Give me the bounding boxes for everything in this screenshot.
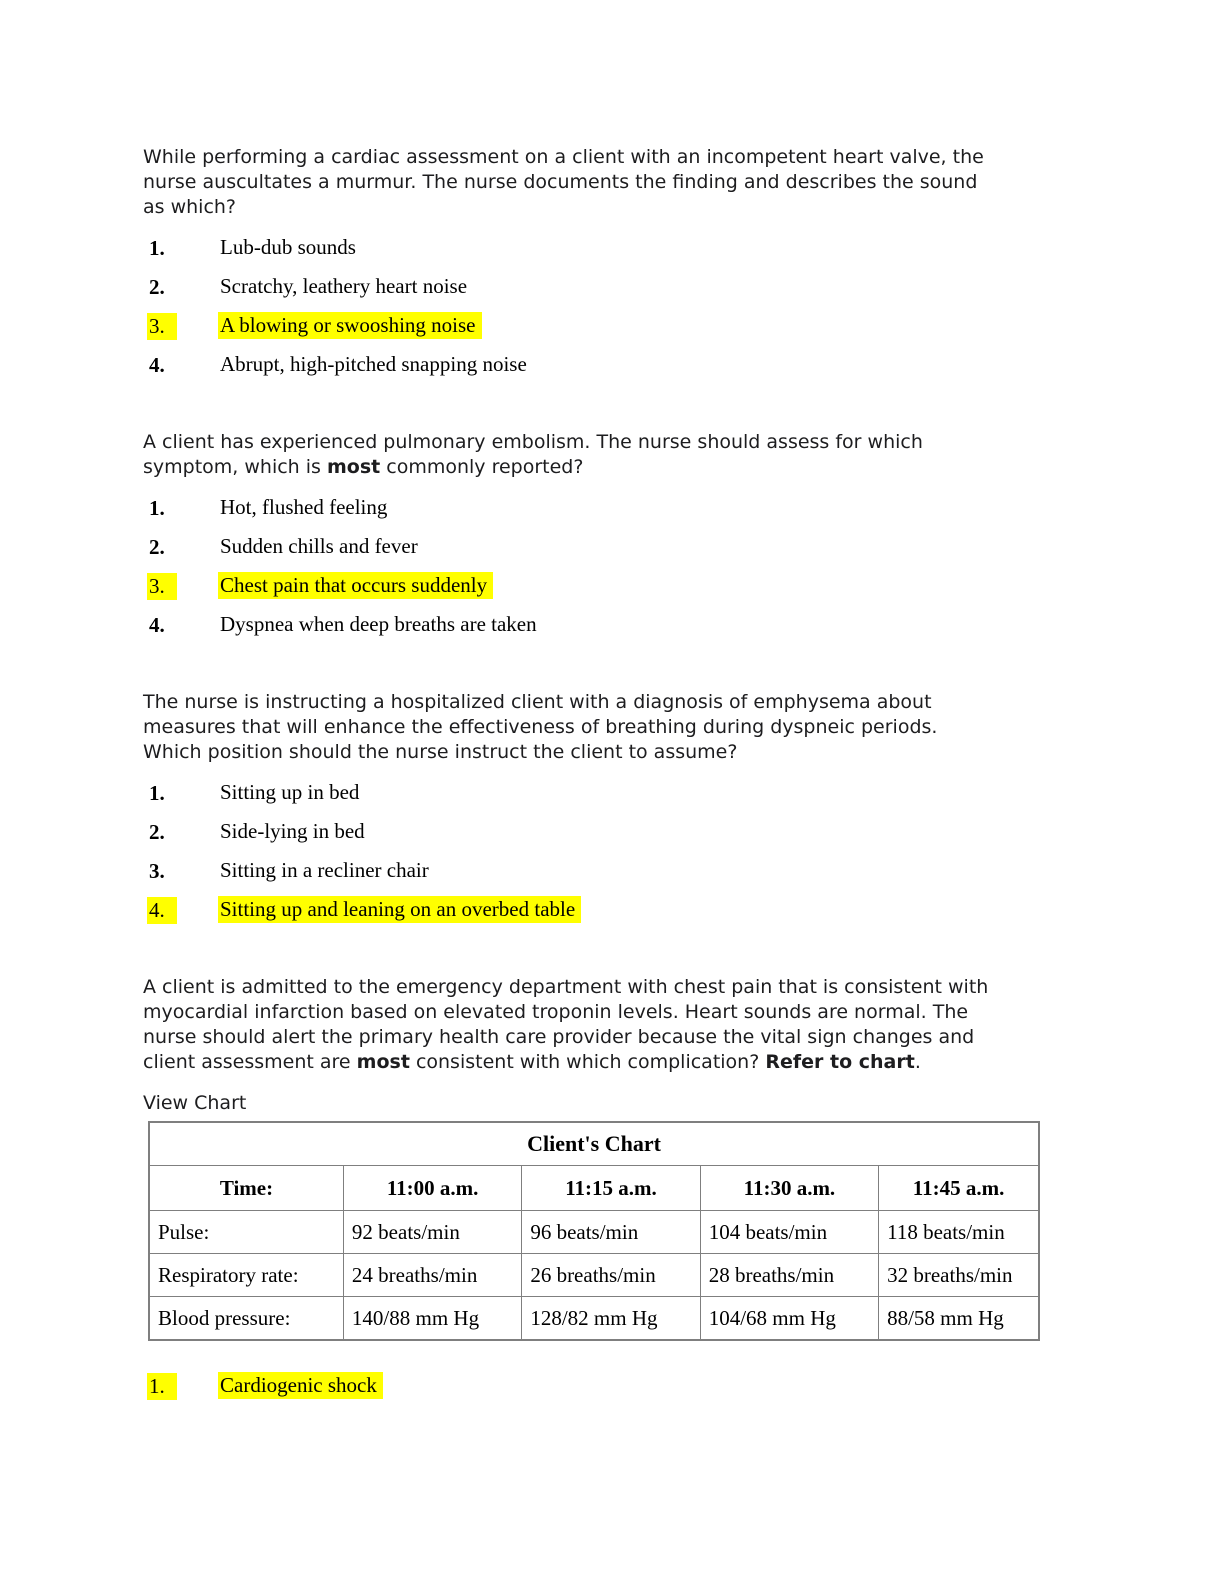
- option-label: Side-lying in bed: [220, 819, 365, 843]
- prompt-segment: measures that will enhance the effectiveness of breathing during dyspneic periods.: [143, 716, 938, 738]
- option-number: 2.: [149, 820, 165, 844]
- prompt-line: [143, 195, 1083, 220]
- final-answer-option[interactable]: [143, 1373, 1083, 1397]
- option-number: 4.: [147, 897, 177, 924]
- chart-title-row: [149, 1122, 1039, 1166]
- option-label: Sitting up in bed: [220, 780, 360, 804]
- chart-value-cell: 26 breaths/min: [522, 1254, 700, 1297]
- option-label: Lub-dub sounds: [220, 235, 356, 259]
- prompt-line: [143, 170, 1083, 195]
- option-number: 1.: [149, 781, 165, 805]
- prompt-segment: myocardial infarction based on elevated troponin levels. Heart sounds are normal. The: [143, 1001, 969, 1023]
- answer-option[interactable]: [143, 780, 1083, 804]
- chart-row: [149, 1297, 1039, 1341]
- question-block: [143, 690, 1083, 921]
- option-number: 3.: [149, 859, 165, 883]
- options-list: [143, 495, 1083, 636]
- chart-value-cell: 128/82 mm Hg: [522, 1297, 700, 1341]
- option-label: Sitting in a recliner chair: [220, 858, 429, 882]
- option-label: Sitting up and leaning on an overbed table: [218, 896, 581, 923]
- chart-value-cell: 92 beats/min: [343, 1211, 521, 1254]
- answer-option[interactable]: [143, 274, 1083, 298]
- prompt-segment: symptom, which is: [143, 456, 327, 478]
- prompt-line: [143, 1000, 1083, 1025]
- option-number: 3.: [147, 573, 177, 600]
- prompt-line: [143, 455, 1083, 480]
- prompt-segment: nurse should alert the primary health care provider because the vital sign changes and: [143, 1026, 975, 1048]
- question-block: [143, 975, 1083, 1075]
- prompt-line: [143, 145, 1083, 170]
- chart-header-row: [149, 1166, 1039, 1211]
- option-number: 4.: [149, 353, 165, 377]
- chart-row-label: Respiratory rate:: [149, 1254, 343, 1297]
- chart-value-cell: 96 beats/min: [522, 1211, 700, 1254]
- prompt-segment: .: [914, 1051, 921, 1073]
- prompt-segment: While performing a cardiac assessment on a client with an incompetent heart valve, the: [143, 146, 984, 168]
- prompt-line: [143, 1025, 1083, 1050]
- answer-option[interactable]: [143, 495, 1083, 519]
- chart-title: Client's Chart: [149, 1122, 1039, 1166]
- quiz-page: [143, 145, 1083, 1397]
- chart-body: [149, 1211, 1039, 1341]
- options-list: [143, 235, 1083, 376]
- prompt-segment: client assessment are: [143, 1051, 357, 1073]
- chart-header-cell: 11:15 a.m.: [522, 1166, 700, 1211]
- question-block: [143, 430, 1083, 636]
- option-number: 1.: [149, 236, 165, 260]
- question-block: [143, 145, 1083, 376]
- option-label: Hot, flushed feeling: [220, 495, 388, 519]
- answer-option[interactable]: [143, 819, 1083, 843]
- prompt-segment: most: [356, 1051, 410, 1073]
- option-number: 2.: [149, 275, 165, 299]
- clients-chart-table: [148, 1121, 1040, 1341]
- prompt-segment: The nurse is instructing a hospitalized client with a diagnosis of emphysema about: [143, 691, 932, 713]
- chart-header-cell: 11:00 a.m.: [343, 1166, 521, 1211]
- answer-option[interactable]: [143, 858, 1083, 882]
- prompt-segment: nurse auscultates a murmur. The nurse documents the finding and describes the sound: [143, 171, 978, 193]
- answer-option[interactable]: [143, 612, 1083, 636]
- view-chart-link[interactable]: View Chart: [143, 1092, 247, 1114]
- option-label: Abrupt, high-pitched snapping noise: [220, 352, 527, 376]
- question-prompt: [143, 690, 1083, 765]
- prompt-segment: Refer to chart: [765, 1051, 915, 1073]
- question-prompt: [143, 975, 1083, 1075]
- option-number: 1.: [147, 1373, 177, 1400]
- option-label: Dyspnea when deep breaths are taken: [220, 612, 537, 636]
- chart-header-cell: Time:: [149, 1166, 343, 1211]
- chart-value-cell: 24 breaths/min: [343, 1254, 521, 1297]
- option-number: 4.: [149, 613, 165, 637]
- option-number: 2.: [149, 535, 165, 559]
- answer-option[interactable]: [143, 352, 1083, 376]
- prompt-line: [143, 975, 1083, 1000]
- question-prompt: [143, 145, 1083, 220]
- option-label: Cardiogenic shock: [218, 1372, 383, 1399]
- question-prompt: [143, 430, 1083, 480]
- answer-option[interactable]: [143, 573, 1083, 597]
- option-number: 1.: [149, 496, 165, 520]
- prompt-segment: commonly reported?: [380, 456, 584, 478]
- option-label: A blowing or swooshing noise: [218, 312, 482, 339]
- prompt-line: [143, 690, 1083, 715]
- prompt-segment: as which?: [143, 196, 237, 218]
- questions: [143, 145, 1083, 1075]
- option-label: Chest pain that occurs suddenly: [218, 572, 493, 599]
- chart-row: [149, 1211, 1039, 1254]
- prompt-segment: most: [326, 456, 381, 478]
- answer-option[interactable]: [143, 897, 1083, 921]
- prompt-line: [143, 430, 1083, 455]
- prompt-line: [143, 1050, 1083, 1075]
- option-label: Sudden chills and fever: [220, 534, 418, 558]
- options-list: [143, 780, 1083, 921]
- chart-value-cell: 104 beats/min: [700, 1211, 878, 1254]
- prompt-segment: consistent with which complication?: [409, 1051, 766, 1073]
- answer-option[interactable]: [143, 235, 1083, 259]
- chart-value-cell: 140/88 mm Hg: [343, 1297, 521, 1341]
- chart-value-cell: 32 breaths/min: [879, 1254, 1039, 1297]
- answer-option[interactable]: [143, 534, 1083, 558]
- prompt-segment: A client is admitted to the emergency department with chest pain that is consistent with: [143, 976, 989, 998]
- chart-header-cell: 11:30 a.m.: [700, 1166, 878, 1211]
- prompt-segment: Which position should the nurse instruct the client to assume?: [143, 741, 738, 763]
- prompt-line: [143, 740, 1083, 765]
- chart-header-cell: 11:45 a.m.: [879, 1166, 1039, 1211]
- chart-value-cell: 118 beats/min: [879, 1211, 1039, 1254]
- option-label: Scratchy, leathery heart noise: [220, 274, 468, 298]
- option-number: 3.: [147, 313, 177, 340]
- chart-value-cell: 104/68 mm Hg: [700, 1297, 878, 1341]
- chart-row-label: Blood pressure:: [149, 1297, 343, 1341]
- chart-value-cell: 88/58 mm Hg: [879, 1297, 1039, 1341]
- chart-row: [149, 1254, 1039, 1297]
- chart-value-cell: 28 breaths/min: [700, 1254, 878, 1297]
- prompt-line: [143, 715, 1083, 740]
- chart-row-label: Pulse:: [149, 1211, 343, 1254]
- answer-option[interactable]: [143, 313, 1083, 337]
- prompt-segment: A client has experienced pulmonary embolism. The nurse should assess for which: [143, 431, 923, 453]
